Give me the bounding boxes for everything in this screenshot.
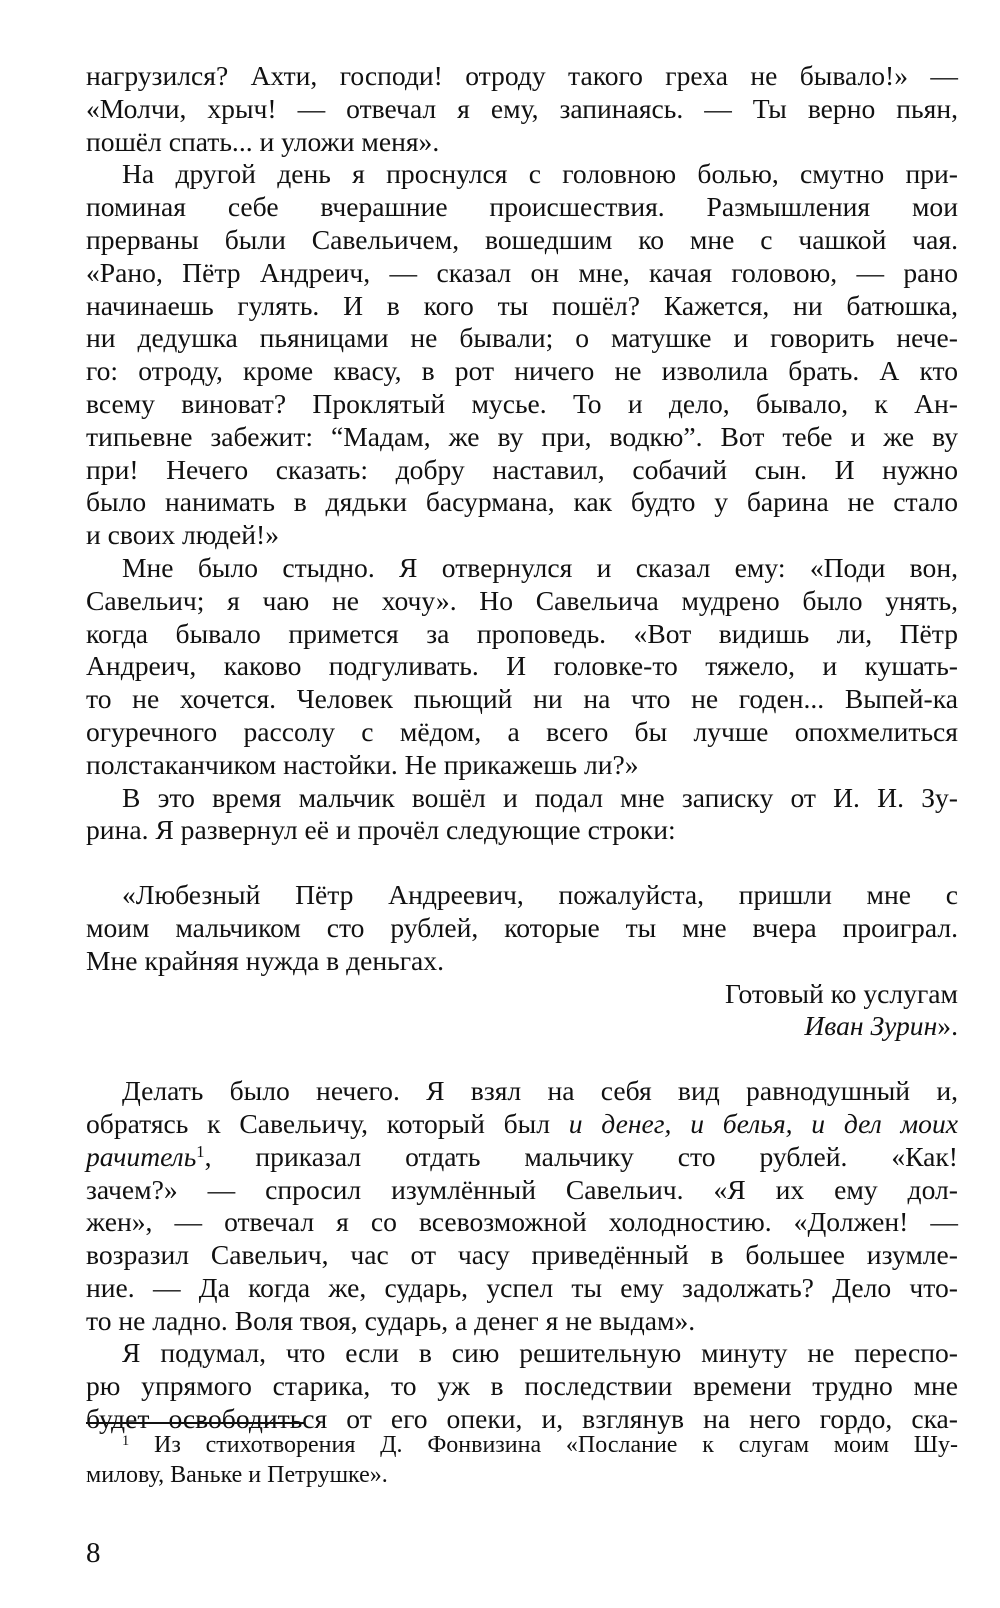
text-line: Я подумал, что если в сию решительную минуту не переспо-	[122, 1337, 958, 1369]
text-line: полстаканчиком настойки. Не прикажешь ли?»	[86, 748, 639, 780]
text-line: Андреич, каково подгуливать. И головке-то тяжело, и кушать-	[86, 650, 958, 682]
footnote-divider	[86, 1422, 304, 1424]
text-line: когда бывало примется за проповедь. «Вот видишь ли, Пётр	[86, 617, 958, 649]
letter-line: моим мальчиком сто рублей, которые ты мне вчера проиграл.	[86, 911, 958, 943]
text-line: и своих людей!»	[86, 519, 280, 551]
text-line: В это время мальчик вошёл и подал мне записку от И. И. Зу-	[122, 781, 958, 813]
text-segment: обратясь к Савельичу, который был	[86, 1107, 569, 1139]
paragraph-4	[86, 782, 958, 848]
blank-space	[86, 1043, 958, 1075]
text-line: Мне было стыдно. Я отвернулся и сказал ему: «Поди вон,	[122, 551, 958, 583]
text-line: зачем?» — спросил изумлённый Савельич. «Я их ему дол-	[86, 1173, 958, 1205]
text-segment: , приказал отдать мальчику сто рублей. «Как!	[204, 1140, 958, 1172]
footnote-mark: 1	[122, 1432, 130, 1449]
text-line: На другой день я проснулся с головною болью, смутно при-	[122, 158, 958, 190]
text-line: начинаешь гулять. И в кого ты пошёл? Кажется, ни батюшка,	[86, 289, 958, 321]
paragraph-3	[86, 552, 958, 782]
letter-signoff: Готовый ко услугам	[724, 977, 958, 1009]
text-line: будет освободиться от его опеки, и, взглянув на него гордо, ска-	[86, 1403, 958, 1435]
text-line: рю упрямого старика, то уж в последствии времени трудно мне	[86, 1370, 958, 1402]
main-text	[86, 60, 958, 1436]
text-line: прерваны были Савельичем, вошедшим ко мне с чашкой чая.	[86, 223, 958, 255]
blank-space	[86, 847, 958, 879]
text-line: жен», — отвечал я со всевозможной холодностию. «Должен! —	[86, 1206, 958, 1238]
text-line: пошёл спать... и уложи меня».	[86, 125, 440, 157]
italic-quote: рачитель	[86, 1140, 197, 1172]
letter-signature-line	[86, 1010, 958, 1043]
text-line: го: отроду, кроме квасу, в рот ничего не изволила брать. А кто	[86, 355, 958, 387]
paragraph-1	[86, 60, 958, 158]
text-line	[86, 1141, 958, 1174]
text-line: возразил Савельич, час от часу приведённый в большее изумле-	[86, 1239, 958, 1271]
letter-signature: Иван Зурин	[804, 1010, 938, 1042]
text-line: нагрузился? Ахти, господи! отроду такого греха не бывало!» —	[86, 60, 958, 91]
footnote	[86, 1430, 958, 1490]
paragraph-5	[86, 1075, 958, 1337]
text-line: «Молчи, хрыч! — отвечал я ему, запинаясь. — Ты верно пьян,	[86, 92, 958, 124]
text-line: при! Нечего сказать: добру наставил, собачий сын. И нужно	[86, 453, 958, 485]
text-line: то не хочется. Человек пьющий ни на что не годен... Выпей-ка	[86, 683, 958, 715]
text-line: Делать было нечего. Я взял на себя вид равнодушный и,	[122, 1075, 958, 1107]
text-line: огуречного рассолу с мёдом, а всего бы лучше опохмелиться	[86, 715, 958, 747]
text-line: ни дедушка пьяницами не бывали; о матушке и говорить нече-	[86, 322, 958, 354]
text-line: типьевне забежит: “Мадам, же ву при, водкю”. Вот тебе и же ву	[86, 420, 958, 452]
footnote-text: Из стихотворения Д. Фонвизина «Послание к слугам моим Шу-	[129, 1432, 958, 1458]
text-line: «Рано, Пётр Андреич, — сказал он мне, качая головою, — рано	[86, 256, 958, 288]
text-line	[86, 1108, 958, 1141]
footnote-ref: 1	[196, 1142, 205, 1162]
letter-signature-end: ».	[937, 1010, 958, 1042]
page-number: 8	[86, 1537, 101, 1569]
italic-quote: и денег, и белья, и дел моих	[568, 1107, 958, 1139]
footnote-line: милову, Ваньке и Петрушке».	[86, 1462, 388, 1488]
footnote-line	[86, 1430, 958, 1460]
text-line: было нанимать в дядьки басурмана, как будто у барина не стало	[86, 486, 958, 518]
paragraph-2	[86, 158, 958, 552]
letter-line: Мне крайняя нужда в деньгах.	[86, 944, 444, 976]
text-line: всему виноват? Проклятый мусье. То и дело, бывало, к Ан-	[86, 387, 958, 419]
text-line: Савельич; я чаю не хочу». Но Савельича мудрено было унять,	[86, 584, 958, 616]
text-line: рина. Я развернул её и прочёл следующие строки:	[86, 814, 676, 846]
text-line: ние. — Да когда же, сударь, успел ты ему задолжать? Дело что-	[86, 1271, 958, 1303]
text-line: то не ладно. Воля твоя, сударь, а денег я не выдам».	[86, 1304, 696, 1336]
quoted-letter	[86, 879, 958, 1043]
text-line: поминая себе вчерашние происшествия. Размышления мои	[86, 191, 958, 223]
letter-line: «Любезный Пётр Андреевич, пожалуйста, пришли мне с	[122, 879, 958, 911]
